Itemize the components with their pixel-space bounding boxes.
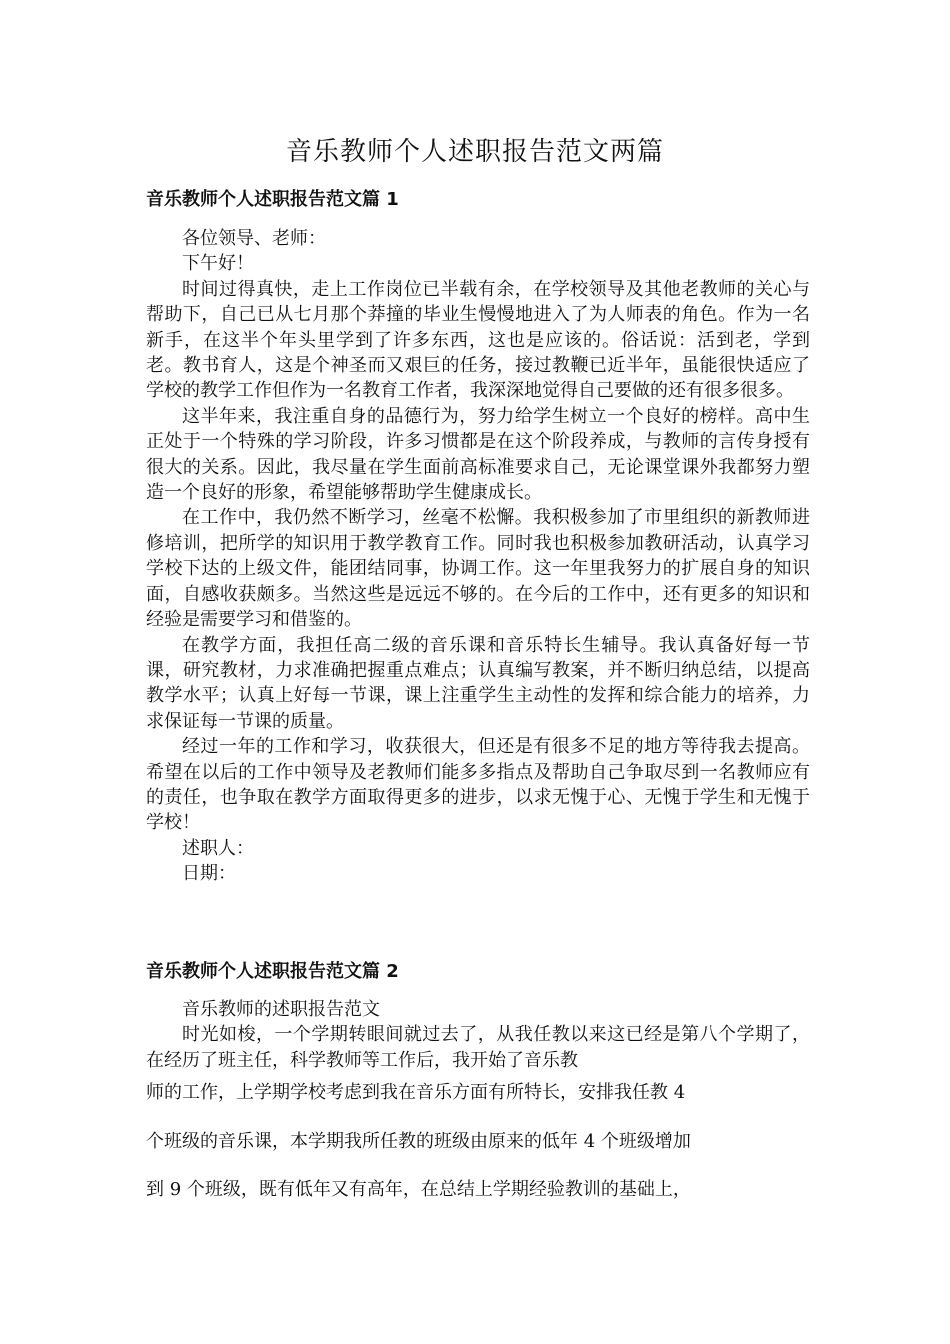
text-line: 到 9 个班级，既有低年又有高年，在总结上学期经验教训的基础上， xyxy=(146,1179,691,1200)
paragraph: 这半年来，我注重自身的品德行为，努力给学生树立一个良好的榜样。高中生正处于一个特殊的学习阶段，许多习惯都是在这个阶段养成，与教师的言传身授有很大的关系。因此，我尽量在学生面前高标准要求自己，无论课堂课外我都努力塑造一个良好的形象，希望能够帮助学生健康成长。 xyxy=(146,405,810,504)
greeting: 下午好！ xyxy=(182,253,254,275)
text-line: 师的工作，上学期学校考虑到我在音乐方面有所特长，安排我任教 4 xyxy=(146,1082,686,1103)
paragraph: 在教学方面，我担任高二级的音乐课和音乐特长生辅导。我认真备好每一节课，研究教材，力求准确把握重点难点；认真编写教案，并不断归纳总结，以提高教学水平；认真上好每一节课，课上注重学生主动性的发挥和综合能力的培养，力求保证每一节课的质量。 xyxy=(146,634,810,732)
date-line: 日期： xyxy=(182,863,236,885)
section-2-body xyxy=(146,997,810,1073)
section-2-wide-lines xyxy=(146,1069,810,1215)
salutation: 各位领导、老师： xyxy=(182,228,326,249)
paragraph: 时间过得真快，走上工作岗位已半载有余，在学校领导及其他老教师的关心与帮助下，自己已从七月那个莽撞的毕业生慢慢地进入了为人师表的角色。作为一名新手，在这半个年头里学到了许多东西，这也是应该的。俗话说：活到老，学到老。教书育人，这是个神圣而又艰巨的任务，接过教鞭已近半年，虽能很快适应了学校的教学工作但作为一名教育工作者，我深深地觉得自己要做的还有很多很多。 xyxy=(146,278,810,402)
signature-line: 述职人： xyxy=(182,837,254,859)
document-title: 音乐教师个人述职报告范文两篇 xyxy=(285,137,664,167)
paragraph: 经过一年的工作和学习，收获很大，但还是有很多不足的地方等待我去提高。希望在以后的工作中领导及老教师们能多多指点及帮助自己争取尽到一名教师应有的责任，也争取在教学方面取得更多的进步，以求无愧于心、无愧于学生和无愧于学校！ xyxy=(146,736,810,834)
paragraph: 时光如梭，一个学期转眼间就过去了，从我任教以来这已经是第八个学期了，在经历了班主任，科学教师等工作后，我开始了音乐教 xyxy=(146,1024,810,1071)
text-line: 个班级的音乐课，本学期我所任教的班级由原来的低年 4 个班级增加 xyxy=(146,1130,691,1152)
section-2-subtitle: 音乐教师的述职报告范文 xyxy=(182,999,380,1020)
section-1-heading: 音乐教师个人述职报告范文篇 1 xyxy=(146,189,399,210)
paragraph: 在工作中，我仍然不断学习，丝毫不松懈。我积极参加了市里组织的新教师进修培训，把所学的知识用于教学教育工作。同时我也积极参加教研活动，认真学习学校下达的上级文件，能团结同事，协调工作。这一年里我努力的扩展自身的知识面，自感收获颇多。当然这些是远远不够的。在今后的工作中，还有更多的知识和经验是需要学习和借鉴的。 xyxy=(146,507,810,631)
section-2-heading: 音乐教师个人述职报告范文篇 2 xyxy=(146,961,399,982)
section-1-body xyxy=(146,226,810,887)
